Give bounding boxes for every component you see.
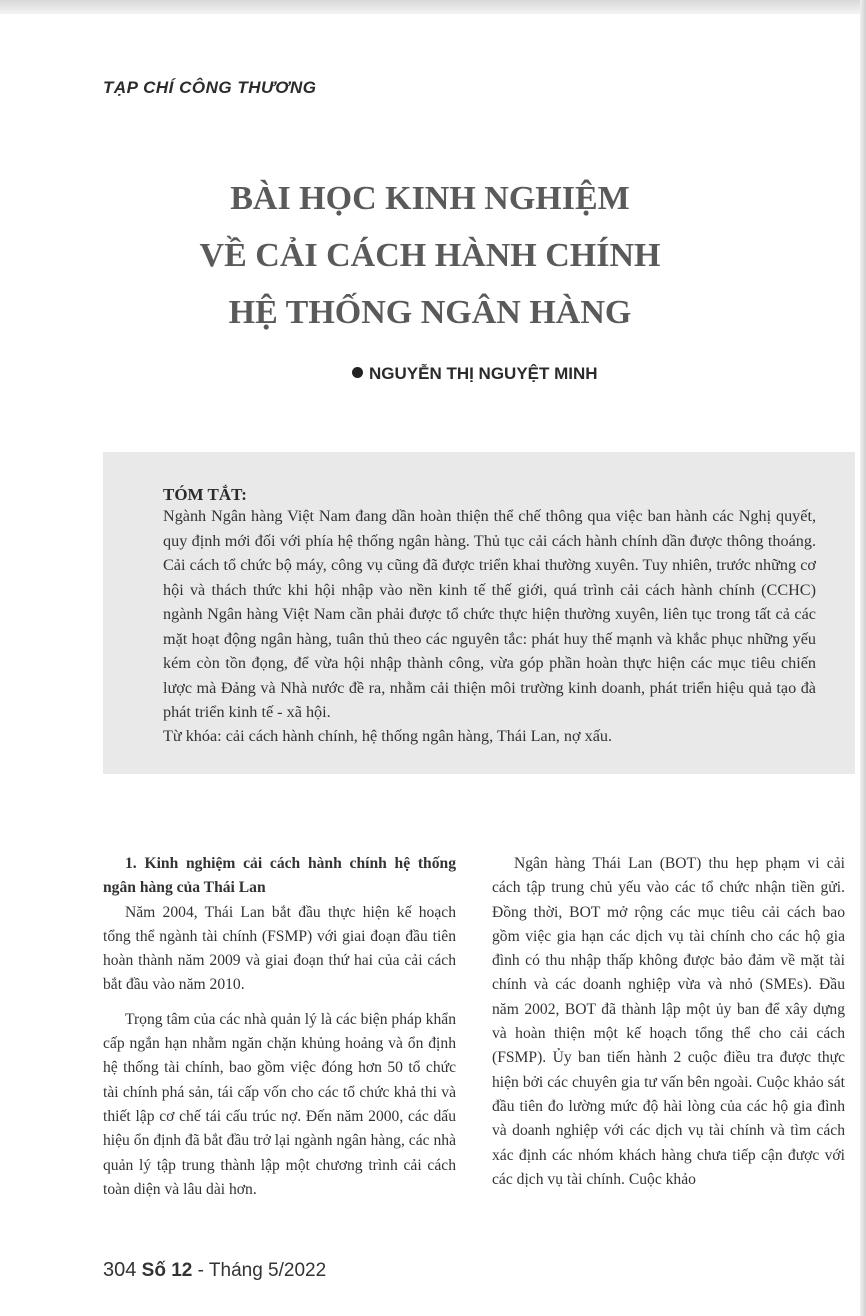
scan-right-edge [860,0,866,1316]
body-column-left [103,852,456,1212]
author-name: NGUYỄN THỊ NGUYỆT MINH [369,364,598,383]
issue-number: 12 [171,1260,193,1281]
abstract-text: Ngành Ngân hàng Việt Nam đang dần hoàn thiện thể chế thông qua việc ban hành các Nghị quyết, quy định mới đối với phía hệ thống ngân hàng. Thủ tục cải cách hành chính dần được thông thoáng. Cải cách tổ chức bộ máy, công vụ cũng đã được triển khai thường xuyên. Tuy nhiên, trước những cơ hội và thách thức khi hội nhập vào nền kinh tế thế giới, quá trình cải cách hành chính (CCHC) ngành Ngân hàng Việt Nam cần phải được tổ chức thực hiện thường xuyên, liên tục trong tất cả các mặt hoạt động ngân hàng, tuân thủ theo các nguyên tắc: phát huy thế mạnh và khắc phục những yếu kém còn tồn đọng, để vừa hội nhập thành công, vừa góp phần hoàn thực hiện các mục tiêu chiến lược mà Đảng và Nhà nước đề ra, nhằm cải thiện môi trường kinh doanh, phát triển hiệu quả tạo đà phát triển kinh tế - xã hội. [163,507,816,721]
page-number: 304 [103,1259,137,1281]
body-column-right [492,852,845,1202]
title-line-2: VỀ CẢI CÁCH HÀNH CHÍNH [199,237,661,274]
title-line-1: BÀI HỌC KINH NGHIỆM [230,180,630,217]
paragraph: Trọng tâm của các nhà quản lý là các biện pháp khẩn cấp ngắn hạn nhằm ngăn chặn khủng hoảng và ổn định hệ thống tài chính, bao gồm việc đóng hơn 50 tổ chức tài chính phá sản, tái cấp vốn cho các tổ chức khả thi và thiết lập cơ chế tái cấu trúc nợ. Đến năm 2000, các dấu hiệu ổn định đã bắt đầu trở lại ngành ngân hàng, các nhà quản lý tập trung thành lập một chương trình cải cách toàn diện và lâu dài hơn. [103,1010,456,1198]
issue-date: - Tháng 5/2022 [197,1260,327,1281]
author-line [352,364,598,384]
paragraph: Ngân hàng Thái Lan (BOT) thu hẹp phạm vi cải cách tập trung chủ yếu vào các tổ chức nhận tiền gửi. Đồng thời, BOT mở rộng các mục tiêu cải cách bao gồm việc gia hạn các dịch vụ tài chính cho các hộ gia đình có thu nhập thấp không được bảo đảm về mặt tài chính và các doanh nghiệp vừa và nhỏ (SMEs). Đầu năm 2002, BOT đã thành lập một ủy ban để xây dựng và hoàn thiện một kế hoạch tổng thể cho cải cách (FSMP). Ủy ban tiến hành 2 cuộc điều tra được thực hiện bởi các chuyên gia tư vấn bên ngoài. Cuộc khảo sát đầu tiên đo lường mức độ hài lòng của các hộ gia đình và doanh nghiệp với các dịch vụ tài chính và tìm cách xác định các nhóm khách hàng chưa tiếp cận được với các dịch vụ tài chính. Cuộc khảo [492,855,845,1188]
journal-name: TẠP CHÍ CÔNG THƯƠNG [103,78,317,97]
paragraph: Năm 2004, Thái Lan bắt đầu thực hiện kế hoạch tổng thể ngành tài chính (FSMP) với giai đoạn đầu tiên hoàn thành năm 2009 và giai đoạn thứ hai của cải cách bắt đầu vào năm 2010. [103,903,456,994]
keywords: Từ khóa: cải cách hành chính, hệ thống ngân hàng, Thái Lan, nợ xấu. [163,727,613,745]
issue-label: Số [141,1260,166,1281]
bullet-dot-icon [352,367,363,378]
scan-top-edge [0,0,866,14]
article-title [140,170,720,341]
section-heading: 1. Kinh nghiệm cải cách hành chính hệ thống ngân hàng của Thái Lan [103,855,456,897]
abstract-heading: TÓM TẮT: [163,485,247,504]
page-footer [103,1259,326,1282]
title-line-3: HỆ THỐNG NGÂN HÀNG [228,294,632,331]
